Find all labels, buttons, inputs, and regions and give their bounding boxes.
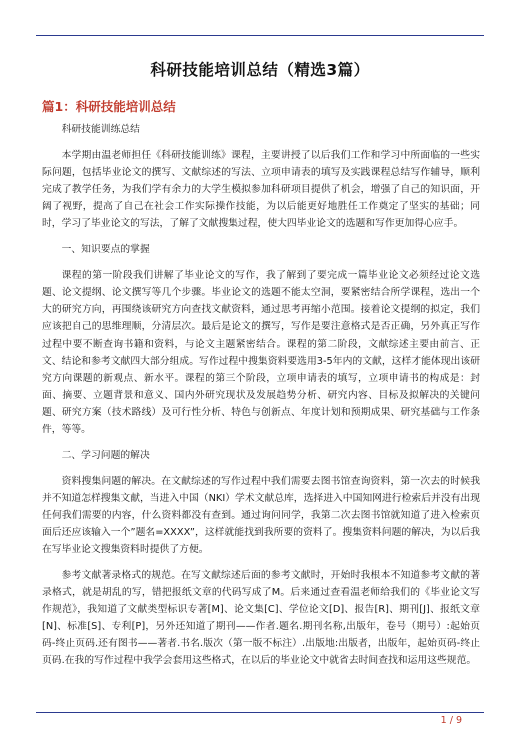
header-rule bbox=[36, 35, 484, 36]
section-heading: 篇1：科研技能培训总结 bbox=[42, 99, 176, 114]
heading-knowledge-points: 一、知识要点的掌握 bbox=[61, 244, 150, 256]
page-number: 1 / 9 bbox=[440, 715, 462, 726]
paragraph-intro: 本学期由温老师担任《科研技能训练》课程，主要讲授了以后我们工作和学习中所面临的一些实际问题，包括毕业论文的撰写、文献综述的写法、立项申请表的填写及实践课程总结写作辅导，顺利完成了教学任务，为我们学有余力的大学生模拟参加科研项目提供了机会，增强了自己的知识面，开阔了视野，提高了自己在社会工作实际操作技能，为以后能更好地胜任工作奠定了坚实的基础；同时，学习了毕业论文的写法，了解了文献搜集过程，使大四毕业论文的选题和写作更加得心应手。 bbox=[42, 150, 480, 230]
subtitle: 科研技能训练总结 bbox=[61, 124, 140, 135]
paragraph-data-collection: 资料搜集问题的解决。在文献综述的写作过程中我们需要去图书馆查询资料，第一次去的时候我并不知道怎样搜集文献，当进入中国（NKI）学术文献总库，选择进入中国知网进行检索后并没有出现任何我们需要的内容，什么资料都没有查到。通过询问同学，我第二次去图书馆就知道了进入检索页面后还应该输入一个”题名=XXXX”，这样就能找到我所要的资料了。搜集资料问题的解决，为以后我在写毕业论文搜集资料时提供了方便。 bbox=[42, 475, 480, 556]
document-body bbox=[42, 121, 480, 678]
document-title: 科研技能培训总结（精选3篇） bbox=[150, 61, 370, 79]
paragraph-knowledge-points: 课程的第一阶段我们讲解了毕业论文的写作，我了解到了要完成一篇毕业论文必须经过论文选题、论文提纲、论文撰写等几个步骤。毕业论文的选题不能太空洞，要紧密结合所学课程，选出一个大的研究方向，再围绕该研究方向查找文献资料，通过思考再缩小范围。接着论文提纲的拟定，我们应该把自己的思维理顺，分清层次。最后是论文的撰写，写作是要注意格式是否正确，另外真正写作过程中要不断查询书籍和资料，与论文主题紧密结合。课程的第二阶段，文献综述主要由前言、正文、结论和参考文献四大部分组成。写作过程中搜集资料要选用3-5年内的文献，这样才能体现出该研究方向课题的新观点、新水平。课程的第三个阶段，立项申请表的填写，立项申请书的构成是：封面、摘要、立题背景和意义、国内外研究现状及发展趋势分析、研究内容、目标及拟解决的关键问题、研究方案（技术路线）及可行性分析、特色与创新点、年度计划和预期成果、研究基础与工作条件，等等。 bbox=[42, 270, 480, 435]
footer-rule bbox=[36, 712, 484, 713]
heading-problem-solving: 二、学习问题的解决 bbox=[61, 449, 150, 461]
paragraph-reference-format: 参考文献著录格式的规范。在写文献综述后面的参考文献时，开始时我根本不知道参考文献的著录格式，就是胡乱的写，错把报纸文章的代码写成了M。后来通过查看温老师给我们的《毕业论文写作规范》，我知道了文献类型标识专著[M]、论文集[C]、学位论文[D]、报告[R]、期刊[J]、报纸文章[N]、标准[S]、专利[P]，另外还知道了期刊——作者.题名.期刊名称,出版年，卷号（期号）:起始页码-终止页码.还有图书——著者.书名.版次（第一版不标注）.出版地:出版者，出版年，起始页码-终止页码.在我的写作过程中我学会套用这些格式，在以后的毕业论文中就省去时间查找和运用这些规范。 bbox=[42, 570, 480, 667]
